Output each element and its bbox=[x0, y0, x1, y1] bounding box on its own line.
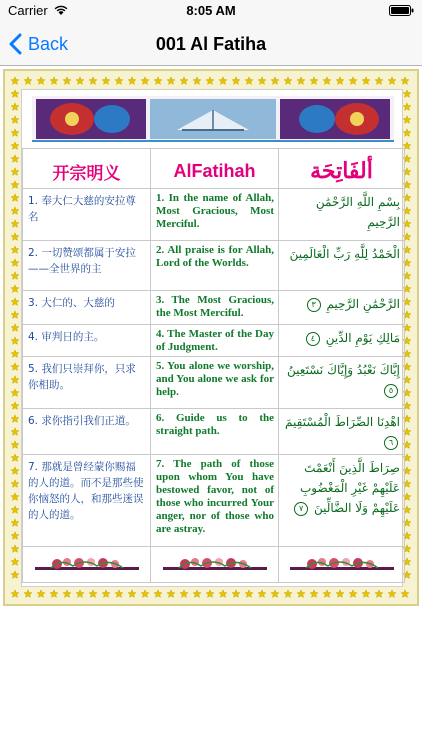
border-star-icon bbox=[323, 590, 331, 598]
border-star-icon bbox=[323, 77, 331, 85]
border-star-icon bbox=[11, 194, 19, 202]
border-star-icon bbox=[11, 571, 19, 579]
border-star-icon bbox=[193, 590, 201, 598]
table-row bbox=[23, 241, 405, 291]
border-star-icon bbox=[336, 77, 344, 85]
border-star-icon bbox=[11, 246, 19, 254]
verse-chinese: 6. 求你指引我们正道。 bbox=[23, 409, 151, 455]
verse-arabic-text: الرَّحْمَٰنِ الرَّحِيمِ bbox=[326, 297, 400, 311]
border-star-icon bbox=[63, 77, 71, 85]
border-star-icon bbox=[310, 590, 318, 598]
border-star-icon bbox=[11, 350, 19, 358]
border-star-icon bbox=[219, 77, 227, 85]
ayah-number-marker: ٣ bbox=[307, 298, 321, 312]
border-star-icon bbox=[11, 545, 19, 553]
border-star-icon bbox=[115, 590, 123, 598]
border-star-icon bbox=[11, 441, 19, 449]
table-row bbox=[23, 189, 405, 241]
border-star-icon bbox=[11, 220, 19, 228]
border-star-icon bbox=[102, 77, 110, 85]
table-header-row bbox=[23, 149, 405, 189]
border-star-icon bbox=[11, 103, 19, 111]
border-star-icon bbox=[37, 77, 45, 85]
verse-chinese: 3. 大仁的、大慈的 bbox=[23, 291, 151, 325]
border-star-icon bbox=[11, 558, 19, 566]
border-star-icon bbox=[11, 116, 19, 124]
border-star-icon bbox=[63, 590, 71, 598]
border-star-icon bbox=[403, 129, 411, 137]
verse-arabic bbox=[279, 189, 405, 241]
border-star-icon bbox=[271, 77, 279, 85]
verse-chinese: 2. 一切赞颂都属于安拉——全世界的主 bbox=[23, 241, 151, 291]
battery-icon bbox=[389, 5, 414, 16]
table-row bbox=[23, 357, 405, 409]
table-row bbox=[23, 455, 405, 547]
border-star-icon bbox=[11, 506, 19, 514]
verse-arabic bbox=[279, 241, 405, 291]
border-star-icon bbox=[11, 428, 19, 436]
verse-arabic-text: مَالِكِ يَوْمِ الدِّينِ bbox=[325, 331, 400, 345]
border-star-icon bbox=[11, 532, 19, 540]
verse-english: 2. All praise is for Allah, Lord of the Worlds. bbox=[151, 241, 279, 291]
border-star-icon bbox=[11, 155, 19, 163]
flower-garland-image bbox=[161, 554, 269, 576]
flower-garland-image bbox=[33, 554, 141, 576]
border-star-icon bbox=[206, 77, 214, 85]
verse-english: 3. The Most Gracious, the Most Merciful. bbox=[151, 291, 279, 325]
verse-arabic-text: إِيَّاكَ نَعْبُدُ وَإِيَّاكَ نَسْتَعِينُ bbox=[287, 363, 400, 377]
border-star-icon bbox=[89, 590, 97, 598]
border-star-icon bbox=[141, 77, 149, 85]
border-star-icon bbox=[401, 590, 409, 598]
border-star-icon bbox=[349, 77, 357, 85]
border-star-icon bbox=[180, 590, 188, 598]
page-title: 001 Al Fatiha bbox=[155, 34, 267, 54]
border-star-icon bbox=[245, 77, 253, 85]
border-star-icon bbox=[11, 389, 19, 397]
border-star-icon bbox=[76, 77, 84, 85]
flower-garland-image bbox=[288, 554, 396, 576]
border-star-icon bbox=[115, 77, 123, 85]
border-star-icon bbox=[206, 590, 214, 598]
border-star-icon bbox=[11, 129, 19, 137]
border-star-icon bbox=[11, 337, 19, 345]
border-star-icon bbox=[219, 590, 227, 598]
surah-table bbox=[22, 148, 405, 583]
border-star-icon bbox=[401, 77, 409, 85]
status-time: 8:05 AM bbox=[186, 3, 236, 18]
surah-panel bbox=[21, 89, 403, 587]
verse-chinese: 7. 那就是曾经蒙你赐福的人的道。而不是那些使你恼怒的人，和那些迷误的人的道。 bbox=[23, 455, 151, 547]
verse-english: 1. In the name of Allah, Most Gracious, Most Merciful. bbox=[151, 189, 279, 241]
border-star-icon bbox=[193, 77, 201, 85]
border-star-icon bbox=[24, 590, 32, 598]
border-star-icon bbox=[167, 590, 175, 598]
border-star-icon bbox=[37, 590, 45, 598]
border-star-icon bbox=[336, 590, 344, 598]
border-star-icon bbox=[11, 259, 19, 267]
border-star-icon bbox=[232, 77, 240, 85]
border-star-icon bbox=[297, 77, 305, 85]
table-row bbox=[23, 409, 405, 455]
verse-arabic-text: صِرَاطَ الَّذِينَ أَنْعَمْتَ عَلَيْهِمْ غَيْرِ الْمَغْضُوبِ عَلَيْهِمْ وَلَا الضَّالِّينَ bbox=[299, 461, 400, 515]
status-bar bbox=[0, 0, 422, 22]
verse-arabic-text: الْحَمْدُ لِلَّهِ رَبِّ الْعَالَمِينَ bbox=[289, 247, 400, 261]
border-star-icon bbox=[11, 207, 19, 215]
border-star-icon bbox=[11, 324, 19, 332]
ayah-number-marker: ٤ bbox=[306, 332, 320, 346]
border-star-icon bbox=[11, 311, 19, 319]
border-star-icon bbox=[76, 590, 84, 598]
border-star-icon bbox=[362, 590, 370, 598]
verse-arabic bbox=[279, 325, 405, 357]
border-star-icon bbox=[167, 77, 175, 85]
surah-content-frame bbox=[3, 69, 419, 606]
border-star-icon bbox=[11, 480, 19, 488]
border-star-icon bbox=[284, 77, 292, 85]
border-star-icon bbox=[11, 363, 19, 371]
verse-english: 6. Guide us to the straight path. bbox=[151, 409, 279, 455]
border-star-icon bbox=[11, 376, 19, 384]
table-row bbox=[23, 291, 405, 325]
border-star-icon bbox=[258, 590, 266, 598]
border-star-icon bbox=[11, 168, 19, 176]
carrier-label: Carrier bbox=[8, 3, 48, 18]
border-star-icon bbox=[349, 590, 357, 598]
border-star-icon bbox=[141, 590, 149, 598]
border-star-icon bbox=[128, 77, 136, 85]
back-button-label: Back bbox=[28, 33, 69, 54]
border-star-icon bbox=[11, 233, 19, 241]
border-star-icon bbox=[284, 590, 292, 598]
flower-garland-cell bbox=[23, 547, 151, 583]
verse-english: 5. You alone we worship, and You alone we ask for help. bbox=[151, 357, 279, 409]
border-star-icon bbox=[11, 454, 19, 462]
flower-garland-cell bbox=[279, 547, 405, 583]
verse-arabic-text: بِسْمِ اللَّهِ الرَّحْمَٰنِ الرَّحِيمِ bbox=[315, 195, 400, 229]
verse-arabic-text: اهْدِنَا الصِّرَاطَ الْمُسْتَقِيمَ bbox=[285, 415, 400, 429]
verse-chinese: 1. 奉大仁大慈的安拉尊名 bbox=[23, 189, 151, 241]
border-star-icon bbox=[11, 181, 19, 189]
border-star-icon bbox=[271, 590, 279, 598]
header-chinese: 开宗明义 bbox=[23, 149, 151, 189]
border-star-icon bbox=[11, 415, 19, 423]
verse-arabic bbox=[279, 357, 405, 409]
quran-banner-image bbox=[32, 96, 394, 142]
border-star-icon bbox=[388, 77, 396, 85]
border-star-icon bbox=[50, 77, 58, 85]
verse-chinese: 4. 审判日的主。 bbox=[23, 325, 151, 357]
border-star-icon bbox=[180, 77, 188, 85]
border-star-icon bbox=[11, 590, 19, 598]
verse-english: 4. The Master of the Day of Judgment. bbox=[151, 325, 279, 357]
border-star-icon bbox=[388, 590, 396, 598]
border-star-icon bbox=[11, 272, 19, 280]
border-star-icon bbox=[362, 77, 370, 85]
ayah-number-marker: ٧ bbox=[294, 502, 308, 516]
border-star-icon bbox=[297, 590, 305, 598]
border-star-icon bbox=[128, 590, 136, 598]
border-star-icon bbox=[11, 77, 19, 85]
border-star-icon bbox=[11, 285, 19, 293]
header-english: AlFatihah bbox=[151, 149, 279, 189]
border-star-icon bbox=[258, 77, 266, 85]
border-star-icon bbox=[50, 590, 58, 598]
table-row bbox=[23, 325, 405, 357]
border-star-icon bbox=[375, 590, 383, 598]
border-star-icon bbox=[24, 77, 32, 85]
border-star-icon bbox=[11, 402, 19, 410]
border-star-icon bbox=[245, 590, 253, 598]
border-star-icon bbox=[11, 519, 19, 527]
border-star-icon bbox=[154, 77, 162, 85]
ayah-number-marker: ٥ bbox=[384, 384, 398, 398]
border-star-icon bbox=[11, 467, 19, 475]
border-star-icon bbox=[310, 77, 318, 85]
verse-arabic bbox=[279, 409, 405, 455]
verse-arabic bbox=[279, 291, 405, 325]
verse-english: 7. The path of those upon whom You have bestowed favor, not of those who incurred Your anger, nor of those who are astray. bbox=[151, 455, 279, 547]
border-star-icon bbox=[154, 590, 162, 598]
empty-background bbox=[0, 608, 422, 750]
flower-garland-cell bbox=[151, 547, 279, 583]
border-star-icon bbox=[403, 103, 411, 111]
border-star-icon bbox=[403, 90, 411, 98]
border-star-icon bbox=[375, 77, 383, 85]
border-star-icon bbox=[403, 116, 411, 124]
border-star-icon bbox=[89, 77, 97, 85]
border-star-icon bbox=[232, 590, 240, 598]
ayah-number-marker: ٦ bbox=[384, 436, 398, 450]
border-star-icon bbox=[11, 493, 19, 501]
border-star-icon bbox=[11, 142, 19, 150]
border-star-icon bbox=[102, 590, 110, 598]
verse-arabic bbox=[279, 455, 405, 547]
navigation-bar bbox=[0, 22, 422, 66]
verse-chinese: 5. 我们只崇拜你，只求你相助。 bbox=[23, 357, 151, 409]
header-arabic: ألفَاتِحَة bbox=[279, 149, 405, 189]
border-star-icon bbox=[11, 298, 19, 306]
decoration-row bbox=[23, 547, 405, 583]
border-star-icon bbox=[11, 90, 19, 98]
